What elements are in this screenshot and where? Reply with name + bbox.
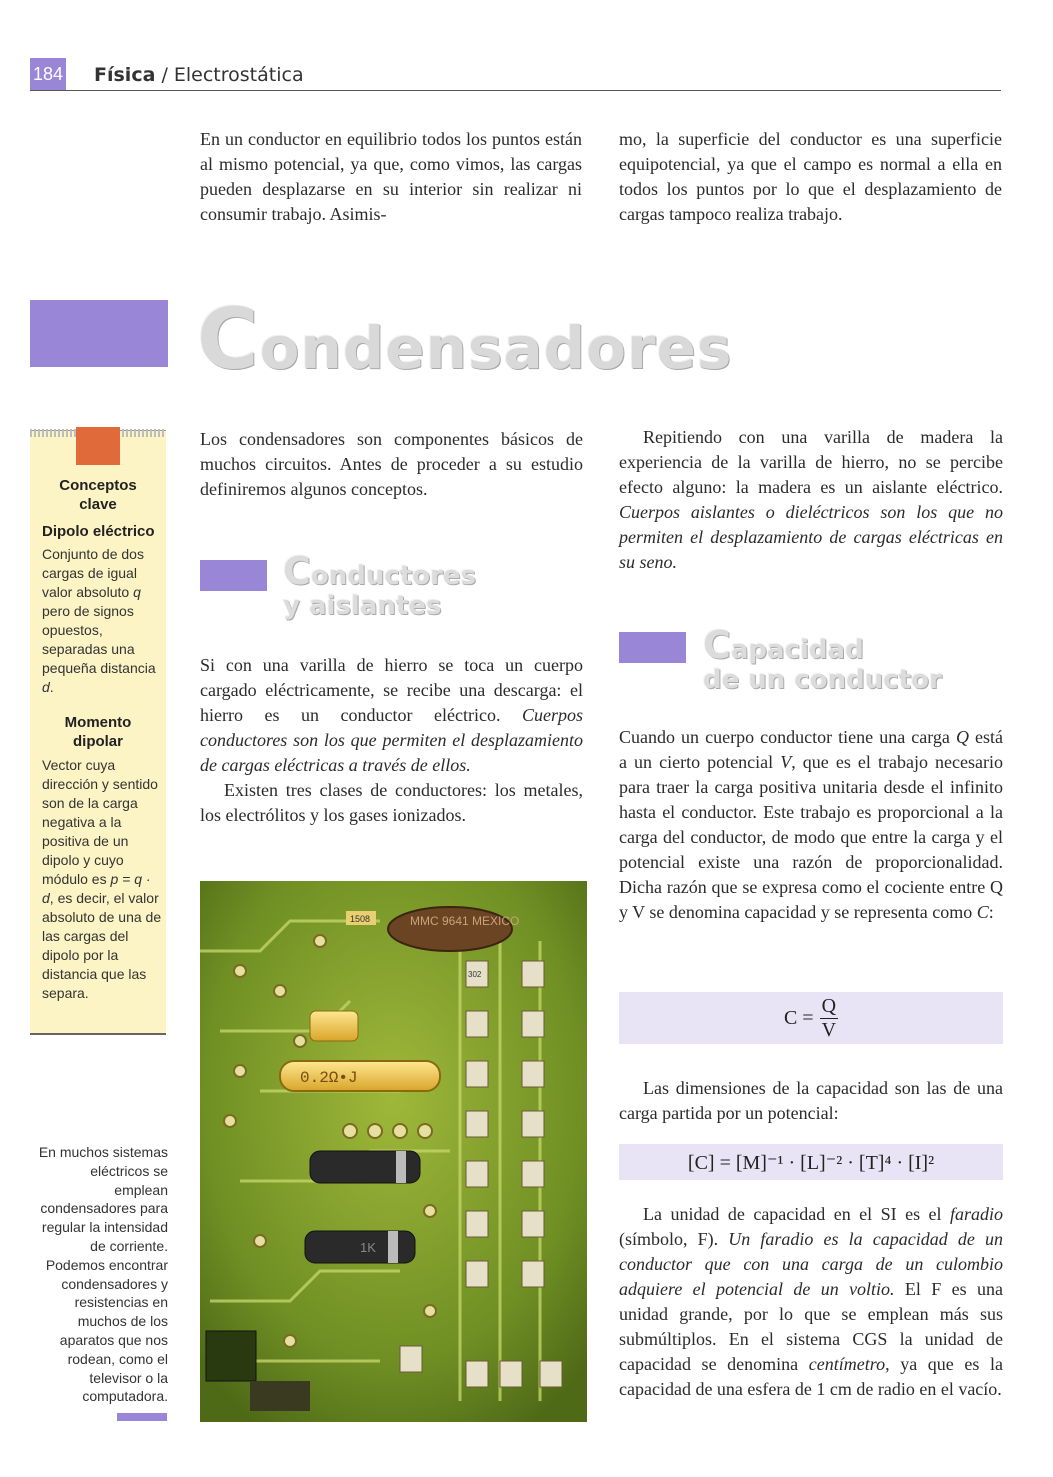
running-header [94,64,304,86]
right-paragraph-1: Repitiendo con una varilla de madera la experiencia de la varilla de hierro, no se percibe efecto alguno: la madera es un aislante eléctrico. Cuerpos aislantes o dieléctricos son los que no permiten el desplazamiento de cargas eléctricas en su seno. [619,427,1003,572]
conductor-classes-paragraph: Existen tres clases de conductores: los metales, los electrólitos y los gases ionizados. [200,780,583,825]
term-momento-dipolar: Momento dipolar [64,714,132,750]
chapter-title-rest: ondensadores [259,314,733,382]
conductors-paragraph: Si con una varilla de hierro se toca un cuerpo cargado eléctricamente, se recibe una descarga: el hierro es un conductor eléctrico. Cuerpos conductores son los que permiten el desplazamiento de cargas eléctricas a través de ellos. [200,655,583,775]
header-separator: / [155,64,174,86]
caption-accent-bar [117,1413,167,1421]
definition-dipolo-electrico: Conjunto de dos cargas de igual valor absoluto q pero de signos opuestos, separadas una pequeña distancia d. [42,546,156,695]
sidebar-orange-marker [76,427,120,465]
black-capacitor-label: MMC 9641 MEXICO [410,914,520,928]
section-accent-bar-1 [200,560,267,591]
smd-label: 302 [468,970,482,979]
intro-column-1 [200,127,582,227]
left-paragraph-1: Los condensadores son componentes básicos de muchos circuitos. Antes de proceder a su estudio definiremos algunos conceptos. [200,429,583,499]
capacity-fraction: $\frac{Q}{V}$ [821,994,837,1041]
circuit-board-photo [200,881,587,1422]
header-subject: Física [94,64,156,86]
capacity-formula: C = $\frac{Q}{V}$ [619,992,1003,1044]
photo-caption: En muchos sistemas eléctricos se emplean condensadores para regular la intensidad de corriente. Podemos encontrar condensadores y resistencias en muchos de los aparatos que nos rodean, como el televisor o la computadora. [38,1144,168,1405]
intro-column-2 [619,127,1002,227]
yellow-resistor-label: 0.2Ω•J [300,1069,358,1087]
key-concepts-sidebar [30,430,166,1035]
intro-paragraph-1: En un conductor en equilibrio todos los puntos están al mismo potencial, ya que, como vimos, las cargas pueden desplazarse en su interior sin realizar ni consumir trabajo. Asimis- [200,129,582,224]
header-topic: Electrostática [173,64,304,86]
dimensions-formula: [C] = [M]⁻¹ · [L]⁻² · [T]⁴ · [I]² [619,1144,1003,1180]
left-paragraphs-2 [200,653,583,828]
chapter-title [197,290,732,388]
chapter-title-initial: C [197,290,260,388]
term-dipolo-electrico: Dipolo eléctrico [42,523,155,540]
section-accent-bar-2 [619,632,686,663]
dimensions-paragraph: Las dimensiones de la capacidad son las de una carga partida por un potencial: [619,1078,1003,1123]
intro-paragraph-2: mo, la superficie del conductor es una superficie equipotencial, ya que el campo es normal a ella en todos los puntos por lo que el desplazamiento de cargas tampoco realiza trabajo. [619,129,1002,224]
diode-label: 1K [360,1240,376,1255]
page-number-badge: 184 [30,58,66,90]
sidebar-heading: Conceptos clave [59,477,137,513]
section-title-capacidad: Capacidad de un conductor [703,623,942,695]
farad-paragraph: La unidad de capacidad en el SI es el faradio (símbolo, F). Un faradio es la capacidad de un conductor que con una carga de un culombio adquiere el potencial de un voltio. El F es una unidad grande, por lo que se emplean más sus submúltiplos. En el sistema CGS la unidad de capacidad se denomina centímetro, ya que es la capacidad de una esfera de 1 cm de radio en el vacío. [619,1204,1003,1399]
chip-label: 1508 [350,914,371,924]
header-rule [30,90,1001,91]
section-title-conductores: Conductores y aislantes [283,549,477,621]
capacity-paragraph: Cuando un cuerpo conductor tiene una carga Q está a un cierto potencial V, que es el trabajo necesario para traer la carga positiva unitaria desde el infinito hasta el conductor. Este trabajo es proporcional a la carga del conductor, de modo que entre la carga y el potencial existe una razón de proporcionalidad. Dicha razón que se expresa como el cociente entre Q y V se denomina capacidad y se representa como C: [619,727,1004,922]
definition-momento-dipolar: Vector cuya dirección y sentido son de la carga negativa a la positiva de un dipolo y cuyo módulo es p = q · d, es decir, el valor absoluto de una de las cargas del dipolo por la distancia que las separa. [42,757,162,1001]
title-accent-bar [30,300,168,367]
